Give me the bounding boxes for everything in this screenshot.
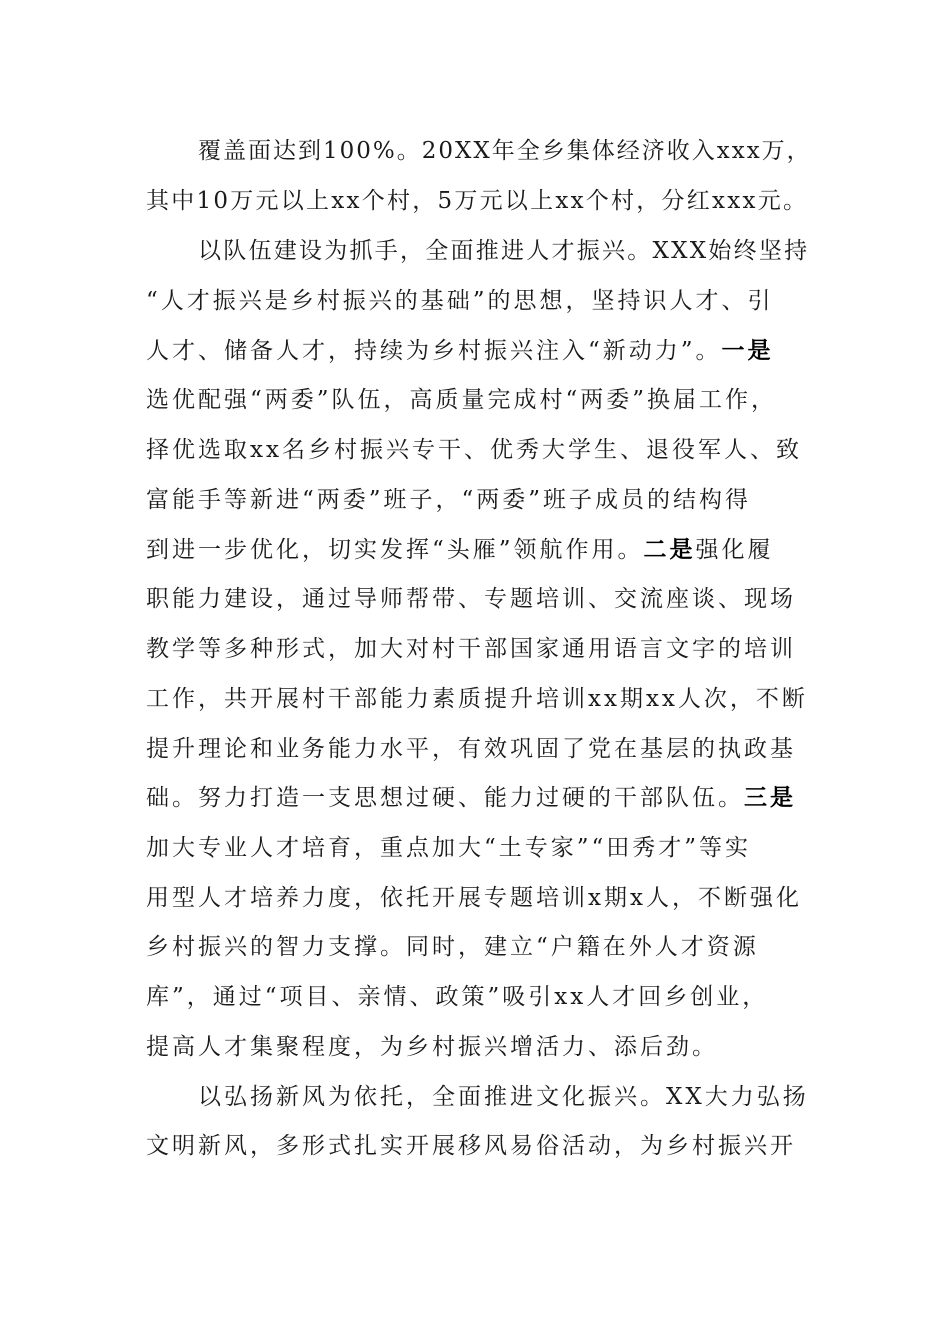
- text-segment: 库”，通过“项目、亲情、政策”吸引xx人才回乡创业，: [146, 984, 769, 1010]
- text-line: [146, 729, 796, 769]
- text-segment: 到进一步优化，切实发挥“头雁”领航作用。: [146, 537, 644, 563]
- text-segment: 文明新风，多形式扎实开展移风易俗活动，为乡村振兴开: [146, 1133, 796, 1159]
- text-line: [146, 679, 808, 719]
- text-line: [146, 331, 774, 371]
- text-segment: 强化履: [695, 537, 774, 563]
- text-line: [146, 480, 751, 520]
- paragraph-first-line: [198, 231, 809, 271]
- text-line: [146, 380, 777, 420]
- text-segment: 选优配强“两委”队伍，高质量完成村“两委”换届工作，: [146, 387, 778, 413]
- text-segment: 乡村振兴的智力支撑。同时，建立“户籍在外人才资源: [146, 934, 759, 960]
- text-line: [146, 1126, 796, 1166]
- text-segment: “人才振兴是乡村振兴的基础”的思想，坚持识人才、引: [146, 288, 774, 314]
- text-line: [146, 977, 768, 1017]
- text-line: [146, 430, 802, 470]
- text-segment: 覆盖面达到100%。20XX年全乡集体经济收入xxx万，: [198, 138, 812, 164]
- text-segment: 加大专业人才培育，重点加大“土专家”“田秀才”等实: [146, 835, 752, 861]
- text-line: [146, 927, 759, 967]
- text-line: [146, 281, 774, 321]
- bold-marker: 二是: [643, 536, 696, 563]
- paragraph-first-line: [198, 1077, 809, 1117]
- text-line: [146, 1027, 718, 1067]
- text-segment: 工作，共开展村干部能力素质提升培训xx期xx人次，不断: [146, 686, 808, 712]
- text-segment: 以队伍建设为抓手，全面推进人才振兴。XXX始终坚持: [198, 238, 810, 264]
- text-line: [146, 530, 774, 570]
- text-line: [198, 131, 812, 171]
- text-line: [146, 579, 796, 619]
- text-segment: 用型人才培养力度，依托开展专题培训x期x人，不断强化: [146, 885, 802, 911]
- text-segment: 人才、储备人才，持续为乡村振兴注入“新动力”。: [146, 338, 722, 364]
- text-segment: 提升理论和业务能力水平，有效巩固了党在基层的执政基: [146, 736, 796, 762]
- text-line: [146, 778, 796, 818]
- text-segment: 以弘扬新风为依托，全面推进文化振兴。XX大力弘扬: [198, 1084, 809, 1110]
- text-segment: 富能手等新进“两委”班子，“两委”班子成员的结构得: [146, 487, 752, 513]
- text-segment: 础。努力打造一支思想过硬、能力过硬的干部队伍。: [146, 785, 744, 811]
- bold-marker: 一是: [721, 337, 774, 364]
- text-segment: 其中10万元以上xx个村，5万元以上xx个村，分红xxx元。: [146, 188, 809, 214]
- bold-marker: 三是: [744, 784, 796, 811]
- text-segment: 职能力建设，通过导师帮带、专题培训、交流座谈、现场: [146, 586, 796, 612]
- text-line: [146, 629, 796, 669]
- text-line: [146, 181, 808, 221]
- text-segment: 提高人才集聚程度，为乡村振兴增活力、添后劲。: [146, 1034, 718, 1060]
- text-segment: 择优选取xx名乡村振兴专干、优秀大学生、退役军人、致: [146, 437, 802, 463]
- text-line: [146, 828, 751, 868]
- text-segment: 教学等多种形式，加大对村干部国家通用语言文字的培训: [146, 636, 796, 662]
- text-line: [146, 878, 802, 918]
